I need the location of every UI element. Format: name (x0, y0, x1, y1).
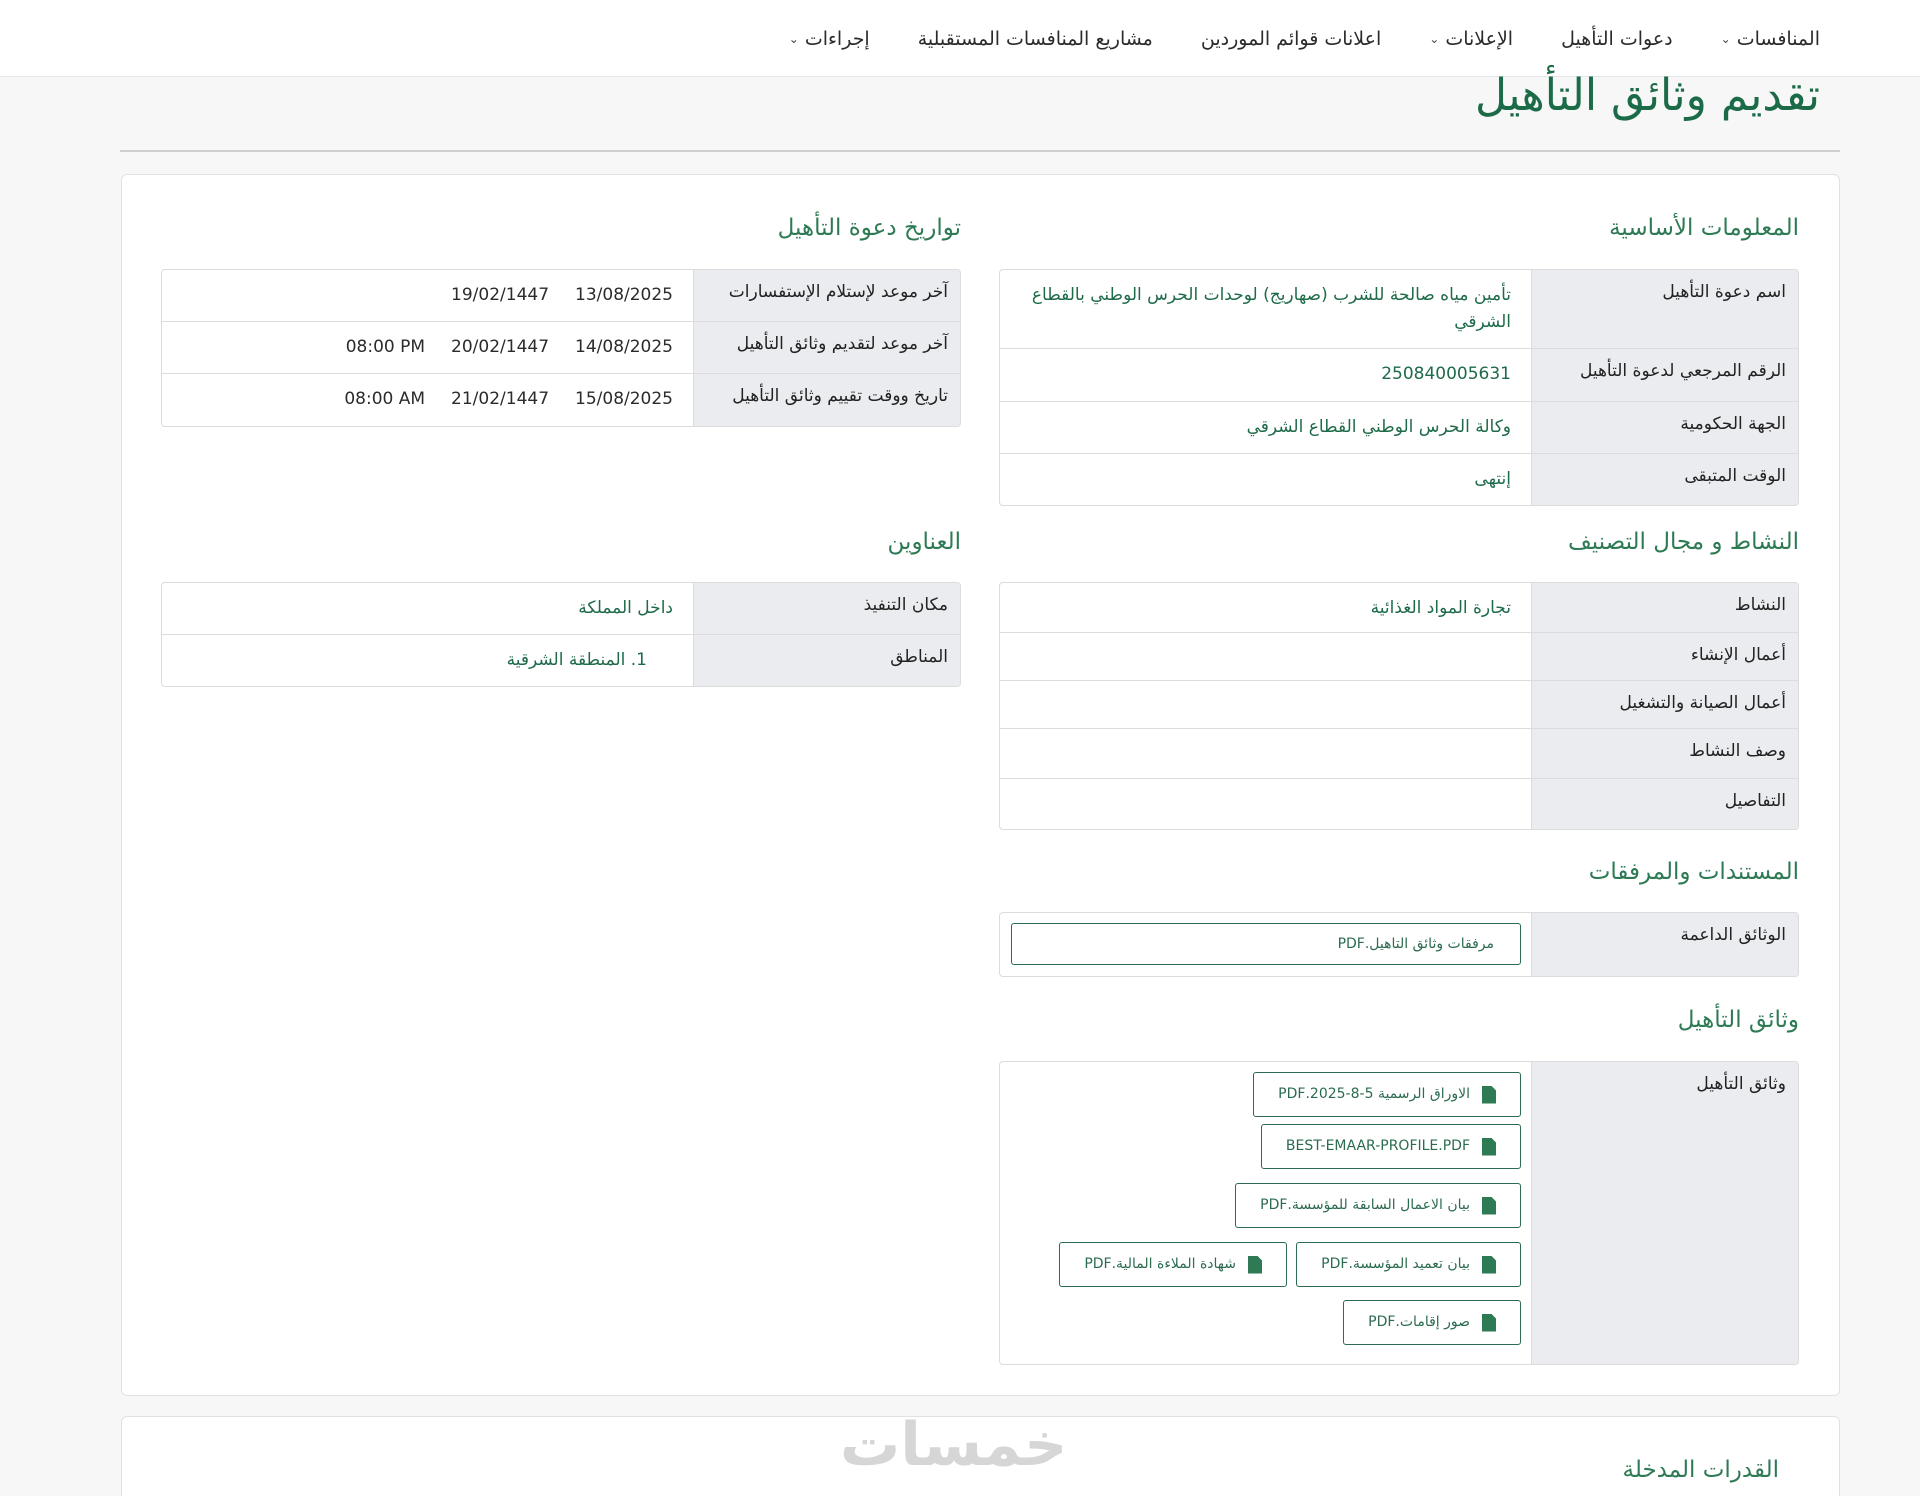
row-label: مكان التنفيذ (693, 583, 960, 634)
nav-item-announcements[interactable] (1429, 28, 1513, 50)
row-value: 250840005631 (1381, 364, 1511, 385)
table-row (1000, 270, 1798, 349)
row-value: تجارة المواد الغذائية (1370, 598, 1511, 618)
nav-item-label: دعوات التأهيل (1561, 27, 1673, 50)
row-label: الرقم المرجعي لدعوة التأهيل (1531, 349, 1798, 400)
row-value (1000, 633, 1531, 680)
file-button[interactable] (1261, 1124, 1521, 1169)
date-values (162, 374, 693, 425)
table-row (1000, 729, 1798, 779)
basic-info-table (999, 269, 1799, 506)
file-name: صور إقامات.PDF (1368, 1314, 1470, 1331)
nav-item-tenders[interactable] (1721, 28, 1820, 50)
main-card (121, 174, 1840, 1396)
file-button[interactable] (1296, 1242, 1521, 1287)
file-icon (1248, 1256, 1262, 1274)
file-button[interactable] (1235, 1183, 1521, 1228)
time-value: 08:00 AM (344, 389, 426, 410)
chevron-down-icon: ⌄ (1429, 31, 1440, 46)
table-row (162, 374, 960, 425)
row-value: وكالة الحرس الوطني القطاع الشرقي (1246, 416, 1511, 437)
date-values (162, 322, 693, 373)
table-row (1000, 681, 1798, 729)
row-value (1000, 779, 1531, 829)
attachments-table (999, 912, 1799, 977)
file-name: بيان تعميد المؤسسة.PDF (1321, 1256, 1470, 1273)
dates-title: تواريخ دعوة التأهيل (777, 215, 961, 241)
table-row (1000, 583, 1798, 633)
row-value (1000, 729, 1531, 778)
file-icon (1482, 1256, 1496, 1274)
row-value (1000, 681, 1531, 728)
addresses-table (161, 582, 961, 687)
qualification-docs-title: وثائق التأهيل (1677, 1007, 1799, 1033)
table-row (162, 270, 960, 322)
nav-item-procedures[interactable] (789, 28, 870, 50)
file-name: الاوراق الرسمية 5-8-2025.PDF (1278, 1086, 1470, 1103)
row-label: أعمال الصيانة والتشغيل (1531, 681, 1798, 728)
row-label: النشاط (1531, 583, 1798, 632)
files-container (1000, 1062, 1531, 1364)
table-row (1000, 779, 1798, 829)
row-value: 1. المنطقة الشرقية (506, 650, 647, 671)
gregorian-date: 13/08/2025 (575, 285, 673, 305)
addresses-title: العناوين (887, 529, 961, 555)
gregorian-date: 15/08/2025 (575, 389, 673, 410)
file-name: بيان الاعمال السابقة للمؤسسة.PDF (1260, 1197, 1470, 1214)
table-row (1000, 402, 1798, 454)
row-value (1000, 913, 1531, 976)
hijri-date: 19/02/1447 (451, 285, 550, 305)
nav-item-future-projects[interactable] (918, 28, 1153, 50)
row-label: الوقت المتبقى (1531, 454, 1798, 505)
table-row (162, 635, 960, 686)
row-label: وصف النشاط (1531, 729, 1798, 778)
gregorian-date: 14/08/2025 (575, 337, 673, 358)
nav-item-supplier-lists[interactable] (1201, 28, 1381, 50)
table-row (1000, 349, 1798, 401)
nav-item-label: الإعلانات (1445, 27, 1514, 50)
nav-item-label: اعلانات قوائم الموردين (1200, 27, 1382, 50)
row-label: الوثائق الداعمة (1531, 913, 1798, 976)
table-row (1000, 1062, 1798, 1364)
row-label: أعمال الإنشاء (1531, 633, 1798, 680)
watermark-logo: خمسات (840, 1410, 1068, 1480)
nav-menu (789, 0, 1820, 77)
table-row (1000, 454, 1798, 505)
file-button[interactable] (1343, 1300, 1521, 1345)
supporting-file-button[interactable]: مرفقات وثائق التاهيل.PDF (1011, 923, 1521, 965)
nav-item-label: مشاريع المنافسات المستقبلية (917, 27, 1153, 50)
title-divider (120, 150, 1840, 152)
capabilities-title: القدرات المدخلة (1622, 1457, 1779, 1483)
row-label: آخر موعد لإستلام الإستفسارات (693, 270, 960, 321)
nav-item-qualification-invitations[interactable] (1561, 28, 1673, 50)
page-title: تقديم وثائق التأهيل (1474, 70, 1820, 121)
activity-table (999, 582, 1799, 830)
hijri-date: 21/02/1447 (451, 389, 550, 410)
file-icon (1482, 1197, 1496, 1215)
row-value: تأمين مياه صالحة للشرب (صهاريج) لوحدات الحرس الوطني بالقطاع الشرقي (1031, 285, 1511, 333)
nav-item-label: إجراءات (804, 27, 870, 50)
file-name: BEST-EMAAR-PROFILE.PDF (1285, 1138, 1470, 1155)
row-label: تاريخ ووقت تقييم وثائق التأهيل (693, 374, 960, 425)
row-label: وثائق التأهيل (1531, 1062, 1798, 1364)
row-label: آخر موعد لتقديم وثائق التأهيل (693, 322, 960, 373)
row-label: الجهة الحكومية (1531, 402, 1798, 453)
table-row (1000, 913, 1798, 976)
row-value: إنتهى (1474, 468, 1511, 489)
attachments-title: المستندات والمرفقات (1588, 859, 1799, 885)
qualification-docs-table (999, 1061, 1799, 1365)
nav-item-label: المنافسات (1736, 27, 1820, 50)
basic-info-title: المعلومات الأساسية (1609, 215, 1799, 241)
table-row (162, 322, 960, 374)
file-icon (1482, 1138, 1496, 1156)
table-row (1000, 633, 1798, 681)
file-icon (1482, 1314, 1496, 1332)
file-name: شهادة الملاءة المالية.PDF (1084, 1256, 1236, 1273)
row-label: المناطق (693, 635, 960, 686)
file-icon (1482, 1086, 1496, 1104)
dates-table (161, 269, 961, 427)
date-values (162, 270, 693, 321)
file-button[interactable] (1253, 1072, 1521, 1117)
chevron-down-icon: ⌄ (788, 31, 799, 46)
activity-title: النشاط و مجال التصنيف (1567, 529, 1799, 555)
hijri-date: 20/02/1447 (451, 337, 550, 358)
table-row (162, 583, 960, 635)
top-navbar (0, 0, 1920, 77)
time-value: 08:00 PM (345, 337, 426, 358)
file-button[interactable] (1059, 1242, 1287, 1287)
chevron-down-icon: ⌄ (1720, 31, 1731, 46)
row-label: التفاصيل (1531, 779, 1798, 829)
row-label: اسم دعوة التأهيل (1531, 270, 1798, 348)
row-value: داخل المملكة (578, 598, 673, 618)
